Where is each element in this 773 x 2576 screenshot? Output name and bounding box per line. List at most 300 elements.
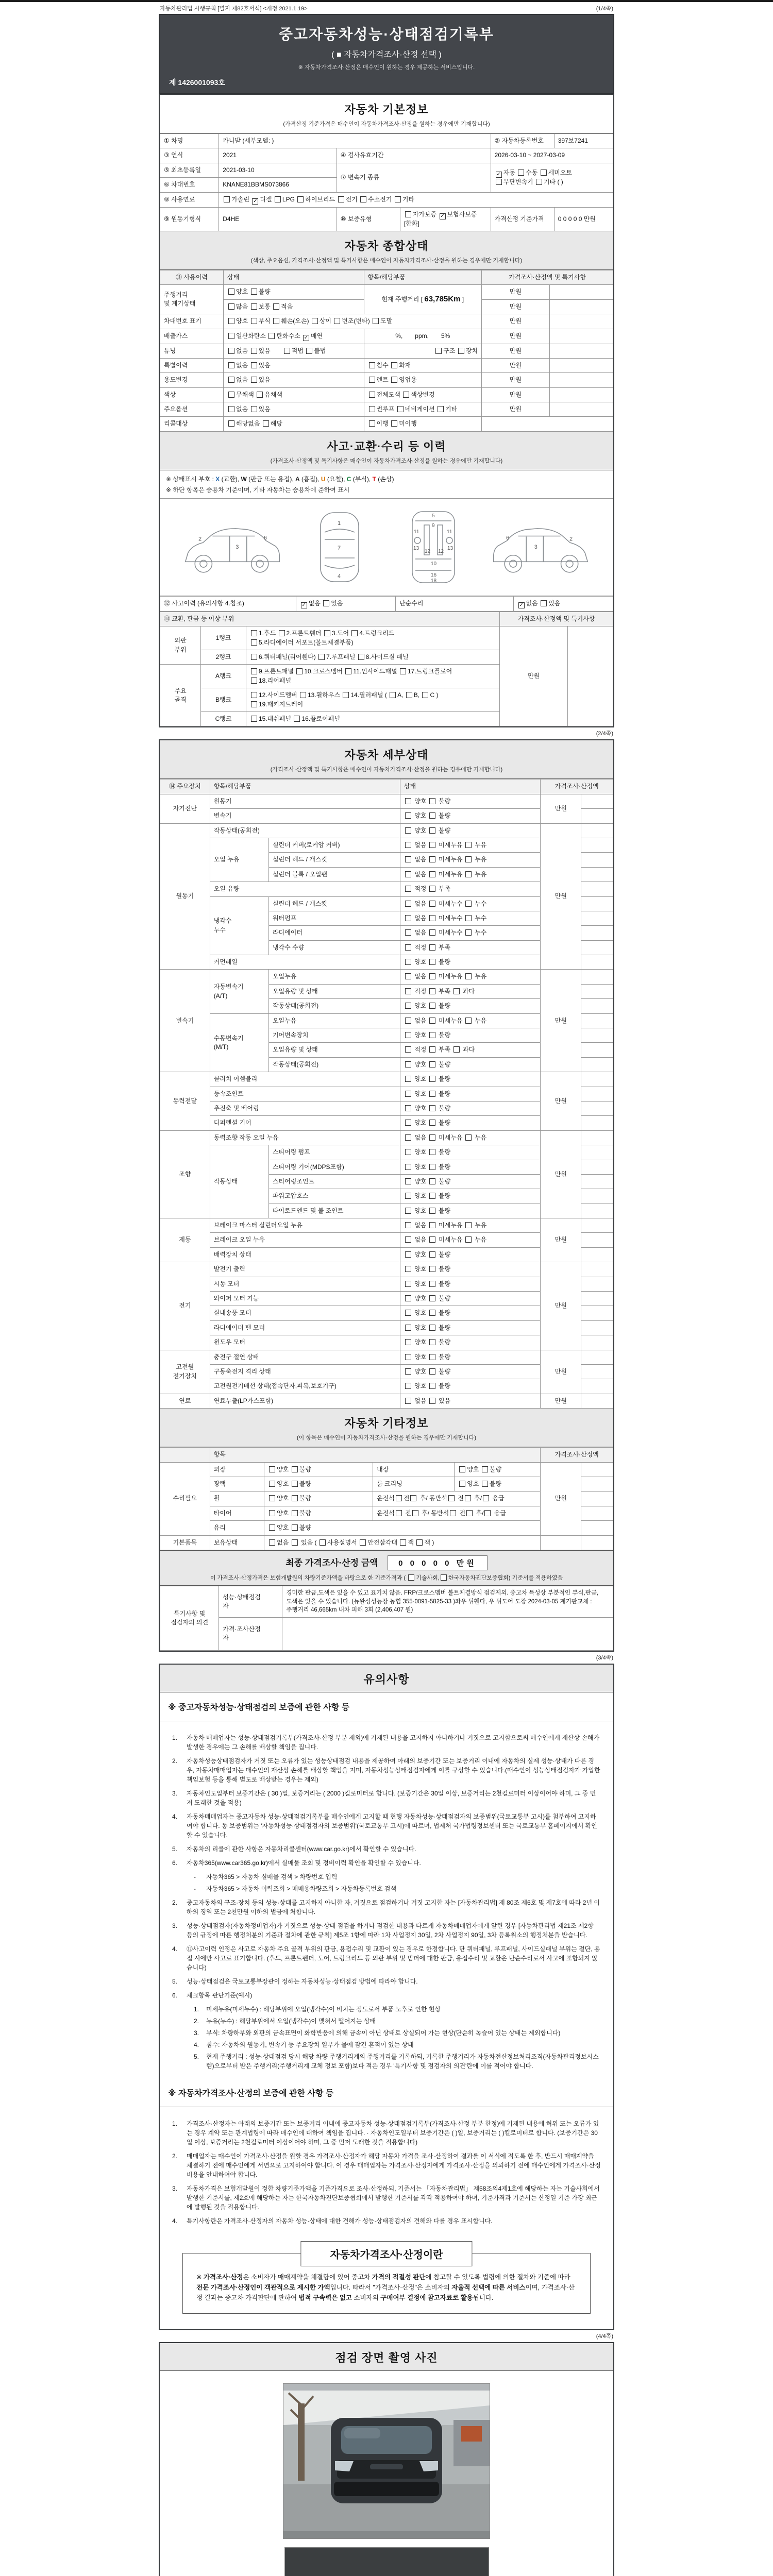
checkbox[interactable] — [422, 692, 428, 698]
checkbox[interactable] — [465, 1222, 472, 1228]
cell: 카니발 (세부모델: ) — [219, 134, 491, 148]
checkbox[interactable] — [405, 1149, 411, 1155]
checkbox[interactable] — [429, 1295, 435, 1301]
checkbox[interactable] — [429, 1164, 435, 1170]
checkbox[interactable] — [390, 692, 396, 698]
checkbox[interactable] — [358, 654, 364, 660]
checkbox[interactable] — [251, 639, 257, 646]
checkbox[interactable] — [405, 929, 411, 936]
checkbox[interactable] — [405, 1120, 411, 1126]
checkbox[interactable] — [429, 1149, 435, 1155]
checkbox[interactable] — [275, 196, 281, 202]
checkbox[interactable] — [405, 842, 411, 848]
cell — [581, 1189, 613, 1204]
checkbox[interactable] — [269, 1495, 275, 1501]
checkbox[interactable] — [369, 377, 375, 383]
checkbox[interactable] — [405, 1105, 411, 1111]
checkbox[interactable] — [405, 901, 411, 907]
checkbox[interactable] — [292, 1481, 298, 1487]
checkbox[interactable] — [482, 1481, 488, 1487]
checkbox[interactable] — [429, 1032, 435, 1038]
cell: ② 자동차등록번호 — [491, 134, 554, 148]
cell — [549, 402, 613, 417]
cell: 양호 불량 — [264, 1492, 373, 1506]
checkbox[interactable] — [406, 692, 412, 698]
checkbox[interactable] — [429, 1281, 435, 1287]
checkbox[interactable] — [429, 798, 435, 804]
checkbox[interactable] — [257, 392, 263, 398]
cell — [581, 809, 613, 823]
checkbox[interactable] — [429, 1120, 435, 1126]
svg-text:12: 12 — [438, 548, 444, 554]
checkbox[interactable] — [429, 1178, 435, 1184]
cell — [549, 329, 613, 344]
checkbox[interactable] — [400, 1539, 406, 1546]
cell: ✓ 없음 있음 — [296, 596, 395, 611]
cell — [581, 823, 613, 838]
checkbox[interactable] — [360, 1539, 366, 1546]
checkbox[interactable] — [429, 1325, 435, 1331]
checkbox[interactable] — [228, 289, 234, 295]
checkbox[interactable] — [395, 196, 401, 202]
checkbox[interactable] — [251, 406, 257, 412]
cell: 운전석 전 후/ 동반석 전 후/ 응급 — [373, 1506, 541, 1520]
checkbox[interactable] — [251, 289, 257, 295]
checkbox[interactable] — [429, 827, 435, 834]
cell: ④ 검사유효기간 — [337, 148, 491, 163]
checkbox[interactable] — [459, 1466, 465, 1472]
cell: 양호 불량 — [400, 1116, 540, 1130]
checkbox[interactable] — [429, 944, 435, 951]
checkbox[interactable] — [429, 988, 435, 994]
checkbox[interactable] — [450, 1510, 456, 1516]
checkbox[interactable] — [292, 1466, 298, 1472]
cell: ① 차명 — [160, 134, 219, 148]
checkbox[interactable] — [228, 420, 234, 427]
caution-item — [172, 1858, 601, 1868]
checkbox[interactable] — [228, 406, 234, 412]
caution-sub-number: 2. — [194, 2017, 199, 2025]
cell: 양호 불량 — [264, 1477, 373, 1491]
checkbox[interactable] — [269, 1481, 275, 1487]
caution-item-text: 자동차365(www.car365.go.kr)에서 실매물 조회 및 정비이력 확인을 확인할 수 있습니다. — [187, 1859, 421, 1867]
checkbox[interactable] — [416, 1539, 423, 1546]
checkbox[interactable] — [292, 1524, 298, 1531]
checkbox[interactable] — [369, 392, 375, 398]
checkbox[interactable] — [405, 1091, 411, 1097]
checkbox[interactable] — [496, 179, 502, 185]
checkbox[interactable] — [228, 377, 234, 383]
final-price-value: 0 0 0 0 0 만원 — [388, 1555, 488, 1570]
checkbox[interactable] — [405, 1193, 411, 1199]
caution-sub-text: 부식: 차량하부와 외판의 금속표면이 화학반응에 의해 금속이 아닌 상태로 상실되어 가는 현상(단순히 녹슬어 있는 상태는 제외합니다) — [206, 2029, 561, 2037]
checkbox[interactable] — [405, 1251, 411, 1258]
emphasized-value: 63,785Km — [424, 295, 461, 304]
checkbox[interactable] — [251, 692, 257, 698]
checkbox[interactable] — [273, 303, 279, 310]
checkbox-checked[interactable] — [496, 172, 502, 178]
checkbox[interactable] — [251, 677, 257, 684]
checkbox[interactable] — [465, 842, 472, 848]
checkbox[interactable] — [251, 377, 257, 383]
checkbox[interactable] — [251, 630, 257, 636]
cell: 작동상태(공회전) — [210, 823, 400, 838]
cell: 만원 — [541, 1350, 581, 1394]
checkbox[interactable] — [269, 1524, 275, 1531]
cell: 가격산정 기준가격 — [491, 207, 554, 231]
checkbox[interactable] — [405, 856, 411, 862]
cell: 타이로드엔드 및 볼 조인트 — [268, 1204, 400, 1218]
checkbox[interactable] — [228, 362, 234, 368]
cell: 만원 — [482, 344, 550, 358]
caution-item-number: 5. — [172, 1845, 178, 1853]
checkbox[interactable] — [441, 1574, 447, 1581]
checkbox[interactable] — [405, 798, 411, 804]
checkbox[interactable] — [251, 716, 257, 722]
checkbox[interactable] — [405, 1164, 411, 1170]
checkbox[interactable] — [410, 1495, 416, 1501]
cell: 수동변속기 (M/T) — [210, 1013, 268, 1072]
checkbox[interactable] — [405, 959, 411, 965]
checkbox[interactable] — [429, 856, 435, 862]
checkbox[interactable] — [429, 901, 435, 907]
cell: 휠 — [210, 1492, 264, 1506]
checkbox[interactable] — [369, 406, 375, 412]
photos-area — [160, 2371, 613, 2576]
caution-item-text: 중고자동차의 구조·장치 등의 성능·상태를 고지하지 아니한 자, 거짓으로 점검하거나 거짓 고지한 자는 [자동차관리법] 제 80조 제6호 및 제7호에 따라 2년 이하의 징역 또는 2천만원 이하의 벌금에 처합니다. — [187, 1899, 600, 1916]
checkbox[interactable] — [429, 1091, 435, 1097]
checkbox[interactable] — [269, 1539, 275, 1546]
checkbox[interactable] — [518, 170, 524, 176]
checkbox[interactable] — [429, 915, 435, 921]
cell: 2026-03-10 ~ 2027-03-09 — [491, 148, 613, 163]
checkbox[interactable] — [429, 1018, 435, 1024]
checkbox[interactable] — [396, 1510, 402, 1516]
checkbox[interactable] — [405, 871, 411, 877]
checkbox[interactable] — [351, 630, 358, 636]
checkbox[interactable] — [292, 1510, 298, 1516]
cell: 없음 있음 — [224, 402, 364, 417]
checkbox[interactable] — [438, 406, 444, 412]
checkbox[interactable] — [429, 1208, 435, 1214]
svg-text:2: 2 — [198, 536, 201, 543]
checkbox[interactable] — [465, 915, 472, 921]
checkbox[interactable] — [268, 333, 275, 339]
checkbox[interactable] — [405, 944, 411, 951]
checkbox[interactable] — [429, 1076, 435, 1082]
caution-sub-item — [194, 1872, 601, 1882]
checkbox[interactable] — [360, 196, 366, 202]
cell: 오일누유 — [268, 1013, 400, 1028]
checkbox[interactable] — [465, 1134, 472, 1141]
checkbox[interactable] — [251, 318, 257, 324]
checkbox[interactable] — [296, 668, 303, 674]
cell: 만원 — [482, 329, 550, 344]
checkbox[interactable] — [391, 377, 397, 383]
checkbox[interactable] — [429, 929, 435, 936]
checkbox[interactable] — [405, 988, 411, 994]
checkbox[interactable] — [369, 362, 375, 368]
checkbox[interactable] — [324, 630, 330, 636]
svg-text:1: 1 — [338, 520, 341, 527]
checkbox[interactable] — [405, 1061, 411, 1067]
cell — [581, 926, 613, 940]
cell — [581, 1087, 613, 1101]
checkbox[interactable] — [405, 973, 411, 979]
checkbox[interactable] — [429, 1105, 435, 1111]
checkbox[interactable] — [405, 1222, 411, 1228]
cell: 동력전달 — [160, 1072, 210, 1131]
cell — [581, 1130, 613, 1145]
checkbox[interactable] — [405, 1354, 411, 1360]
checkbox[interactable] — [429, 1266, 435, 1272]
cell: 스티어링 펌프 — [268, 1145, 400, 1160]
checkbox[interactable] — [224, 196, 230, 202]
checkbox[interactable] — [429, 1339, 435, 1345]
checkbox[interactable] — [292, 1539, 298, 1546]
checkbox[interactable] — [405, 1281, 411, 1287]
checkbox[interactable] — [405, 1368, 411, 1375]
checkbox[interactable] — [536, 179, 542, 185]
checkbox[interactable] — [373, 318, 379, 324]
cell — [581, 1101, 613, 1115]
cell: 클러치 어셈블리 — [210, 1072, 400, 1087]
checkbox-checked[interactable] — [252, 198, 258, 205]
cell — [581, 853, 613, 867]
checkbox[interactable] — [465, 973, 472, 979]
checkbox[interactable] — [294, 716, 300, 722]
checkbox[interactable] — [334, 318, 340, 324]
cell: 실린더 헤드 / 개스킷 — [268, 896, 400, 911]
checkbox[interactable] — [292, 1495, 298, 1501]
checkbox[interactable] — [459, 1481, 465, 1487]
car-diagram-underbody — [395, 506, 472, 588]
cell — [581, 1462, 613, 1477]
state-code-x: X — [215, 475, 220, 483]
checkbox[interactable] — [405, 915, 411, 921]
cell — [581, 1535, 613, 1550]
cell — [581, 1477, 613, 1491]
checkbox[interactable] — [391, 420, 397, 427]
svg-text:10: 10 — [430, 561, 436, 567]
checkbox[interactable] — [482, 1466, 488, 1472]
checkbox[interactable] — [408, 1574, 414, 1581]
checkbox[interactable] — [269, 1510, 275, 1516]
cell: 만원 — [482, 358, 550, 372]
checkbox[interactable] — [251, 654, 257, 660]
accident-history-header — [160, 432, 613, 470]
cell — [549, 299, 613, 314]
state-code-a: A — [295, 475, 300, 483]
checkbox[interactable] — [429, 1061, 435, 1067]
checkbox[interactable] — [405, 1339, 411, 1345]
checkbox[interactable] — [251, 303, 257, 310]
checkbox[interactable] — [465, 1018, 472, 1024]
checkbox[interactable] — [405, 1076, 411, 1082]
checkbox[interactable] — [465, 901, 472, 907]
cell: 자기진단 — [160, 794, 210, 823]
cell: 없음 있음 — [400, 1394, 540, 1408]
checkbox[interactable] — [429, 1251, 435, 1258]
checkbox[interactable] — [405, 827, 411, 834]
checkbox[interactable] — [312, 318, 318, 324]
page-1-box — [159, 94, 614, 727]
checkbox[interactable] — [228, 318, 234, 324]
checkbox[interactable] — [251, 362, 257, 368]
checkbox[interactable] — [465, 1495, 471, 1501]
cell — [581, 1379, 613, 1394]
checkbox[interactable] — [429, 842, 435, 848]
price-survey-select: ( ■ 자동차가격조사·산정 선택 ) — [331, 50, 442, 59]
checkbox[interactable] — [397, 406, 404, 412]
checkbox[interactable] — [541, 170, 547, 176]
cell: 항목 — [210, 1448, 541, 1462]
checkbox[interactable] — [306, 348, 312, 354]
checkbox[interactable] — [284, 348, 290, 354]
checkbox[interactable] — [297, 196, 304, 202]
cell: 양호 불량 — [400, 1262, 540, 1277]
caution-item-text: 자동차의 리콜에 관한 사항은 자동차리콜센터(www.car.go.kr)에서 확인할 수 있습니다. — [187, 1845, 416, 1853]
checkbox[interactable] — [251, 701, 257, 707]
checkbox[interactable] — [279, 630, 285, 636]
cell: 없음 있음 — [224, 373, 364, 387]
checkbox[interactable] — [429, 1236, 435, 1243]
checkbox-checked[interactable] — [440, 213, 446, 219]
checkbox[interactable] — [318, 654, 325, 660]
checkbox[interactable] — [405, 1266, 411, 1272]
checkbox[interactable] — [300, 692, 306, 698]
checkbox[interactable] — [405, 1046, 411, 1053]
svg-text:16: 16 — [430, 572, 436, 578]
checkbox[interactable] — [405, 1295, 411, 1301]
checkbox[interactable] — [403, 392, 409, 398]
cell: 양호 불량 — [400, 1189, 540, 1204]
checkbox[interactable] — [429, 1398, 435, 1404]
checkbox[interactable] — [466, 1510, 473, 1516]
checkbox[interactable] — [228, 392, 234, 398]
car-diagram-side-left — [179, 506, 285, 588]
checkbox[interactable] — [269, 1466, 275, 1472]
etc-info-header — [160, 1409, 613, 1447]
checkbox-checked[interactable] — [301, 602, 307, 608]
checkbox[interactable] — [429, 1383, 435, 1389]
checkbox[interactable] — [273, 318, 279, 324]
checkbox[interactable] — [429, 812, 435, 819]
checkbox[interactable] — [405, 211, 411, 217]
cell — [581, 1218, 613, 1233]
checkbox[interactable] — [405, 1178, 411, 1184]
checkbox[interactable] — [228, 303, 234, 310]
checkbox[interactable] — [429, 1310, 435, 1316]
checkbox-checked[interactable] — [303, 335, 309, 341]
checkbox[interactable] — [429, 1222, 435, 1228]
cell: 적정 부족 과다 — [400, 984, 540, 998]
cell: ⑭ 주요장치 — [160, 779, 210, 794]
cell: 썬루프 네비게이션 기타 — [364, 402, 482, 417]
cell — [581, 1262, 613, 1277]
checkbox[interactable] — [405, 1208, 411, 1214]
basic-info-title: 자동차 기본정보 — [344, 103, 429, 116]
checkbox[interactable] — [465, 929, 472, 936]
checkbox[interactable] — [429, 871, 435, 877]
checkbox[interactable] — [458, 348, 464, 354]
checkbox[interactable] — [429, 1354, 435, 1360]
checkbox[interactable] — [323, 600, 329, 606]
checkbox[interactable] — [429, 959, 435, 965]
checkbox-checked[interactable] — [518, 602, 525, 608]
checkbox[interactable] — [405, 1398, 411, 1404]
checkbox[interactable] — [405, 1325, 411, 1331]
checkbox[interactable] — [435, 348, 442, 354]
checkbox[interactable] — [251, 348, 257, 354]
checkbox[interactable] — [263, 420, 269, 427]
checkbox[interactable] — [429, 886, 435, 892]
cell: 작동상태(공회전) — [268, 999, 400, 1013]
checkbox[interactable] — [429, 1193, 435, 1199]
checkbox[interactable] — [465, 871, 472, 877]
caution-item-text: ⑫사고이력 인정은 사고로 자동차 주요 골격 부위의 판금, 용접수리 및 교환이 있는 경우로 한정합니다. 단 쿼터패널, 루프패널, 사이드실패널 부위는 절단, 용접 시에만 사고로 표기합니다. (후드, 프론트펜더, 도어, 트렁크리드 등 외판 부위 및 범퍼에 대한 판금, 용접수리 및 교환은 단순수리로서 사고에 포함되지 않습니다) — [187, 1945, 600, 1971]
page-marker-4: (4/4쪽) — [596, 2333, 613, 2340]
checkbox[interactable] — [465, 856, 472, 862]
checkbox[interactable] — [228, 333, 234, 339]
cell: 용도변경 — [160, 373, 224, 387]
checkbox[interactable] — [396, 1495, 402, 1501]
checkbox[interactable] — [405, 1134, 411, 1141]
checkbox[interactable] — [483, 1495, 489, 1501]
checkbox[interactable] — [251, 668, 257, 674]
checkbox[interactable] — [484, 1510, 491, 1516]
caution-sub-text: 현재 주행거리 : 성능·상태점검 당시 해당 차량 주행거리계의 주행거리를 기록하되, 기록한 주행거리가 자동차전산정보처리조직(자동차관리정보시스템)으로부터 받은 주행거리(주행거리계 교체 정보 포함)보다 적은 경우 '특기사항 및 점검자의 의견'란에 이를 적어야 합니다. — [206, 2053, 599, 2070]
checkbox[interactable] — [228, 348, 234, 354]
checkbox[interactable] — [429, 1134, 435, 1141]
checkbox[interactable] — [338, 196, 344, 202]
checkbox[interactable] — [541, 600, 547, 606]
checkbox[interactable] — [465, 1236, 472, 1243]
checkbox[interactable] — [453, 988, 460, 994]
checkbox[interactable] — [405, 1018, 411, 1024]
checkbox[interactable] — [412, 1510, 418, 1516]
caution-item-number: 4. — [172, 1812, 178, 1820]
checkbox[interactable] — [391, 362, 397, 368]
checkbox[interactable] — [429, 1046, 435, 1053]
checkbox[interactable] — [405, 1383, 411, 1389]
checkbox[interactable] — [320, 1539, 326, 1546]
checkbox[interactable] — [405, 1003, 411, 1009]
checkbox[interactable] — [448, 1495, 455, 1501]
checkbox[interactable] — [429, 973, 435, 979]
checkbox[interactable] — [429, 1368, 435, 1375]
checkbox[interactable] — [405, 1236, 411, 1243]
cell: 가격조사·산정액 — [541, 1448, 613, 1462]
checkbox[interactable] — [453, 1046, 460, 1053]
checkbox[interactable] — [405, 1310, 411, 1316]
checkbox[interactable] — [343, 692, 349, 698]
checkbox[interactable] — [429, 1003, 435, 1009]
cell: 파워고압호스 — [268, 1189, 400, 1204]
cell: 없음 미세누유 누유 — [400, 1218, 540, 1233]
checkbox[interactable] — [345, 668, 351, 674]
checkbox[interactable] — [405, 812, 411, 819]
cell — [568, 626, 613, 726]
checkbox[interactable] — [400, 668, 406, 674]
overall-state-header — [160, 231, 613, 270]
checkbox[interactable] — [369, 420, 375, 427]
checkbox[interactable] — [405, 886, 411, 892]
cell: 광택 — [210, 1477, 264, 1491]
cell — [282, 1617, 613, 1650]
checkbox[interactable] — [405, 1032, 411, 1038]
cell: 양호 불량 — [455, 1477, 541, 1491]
